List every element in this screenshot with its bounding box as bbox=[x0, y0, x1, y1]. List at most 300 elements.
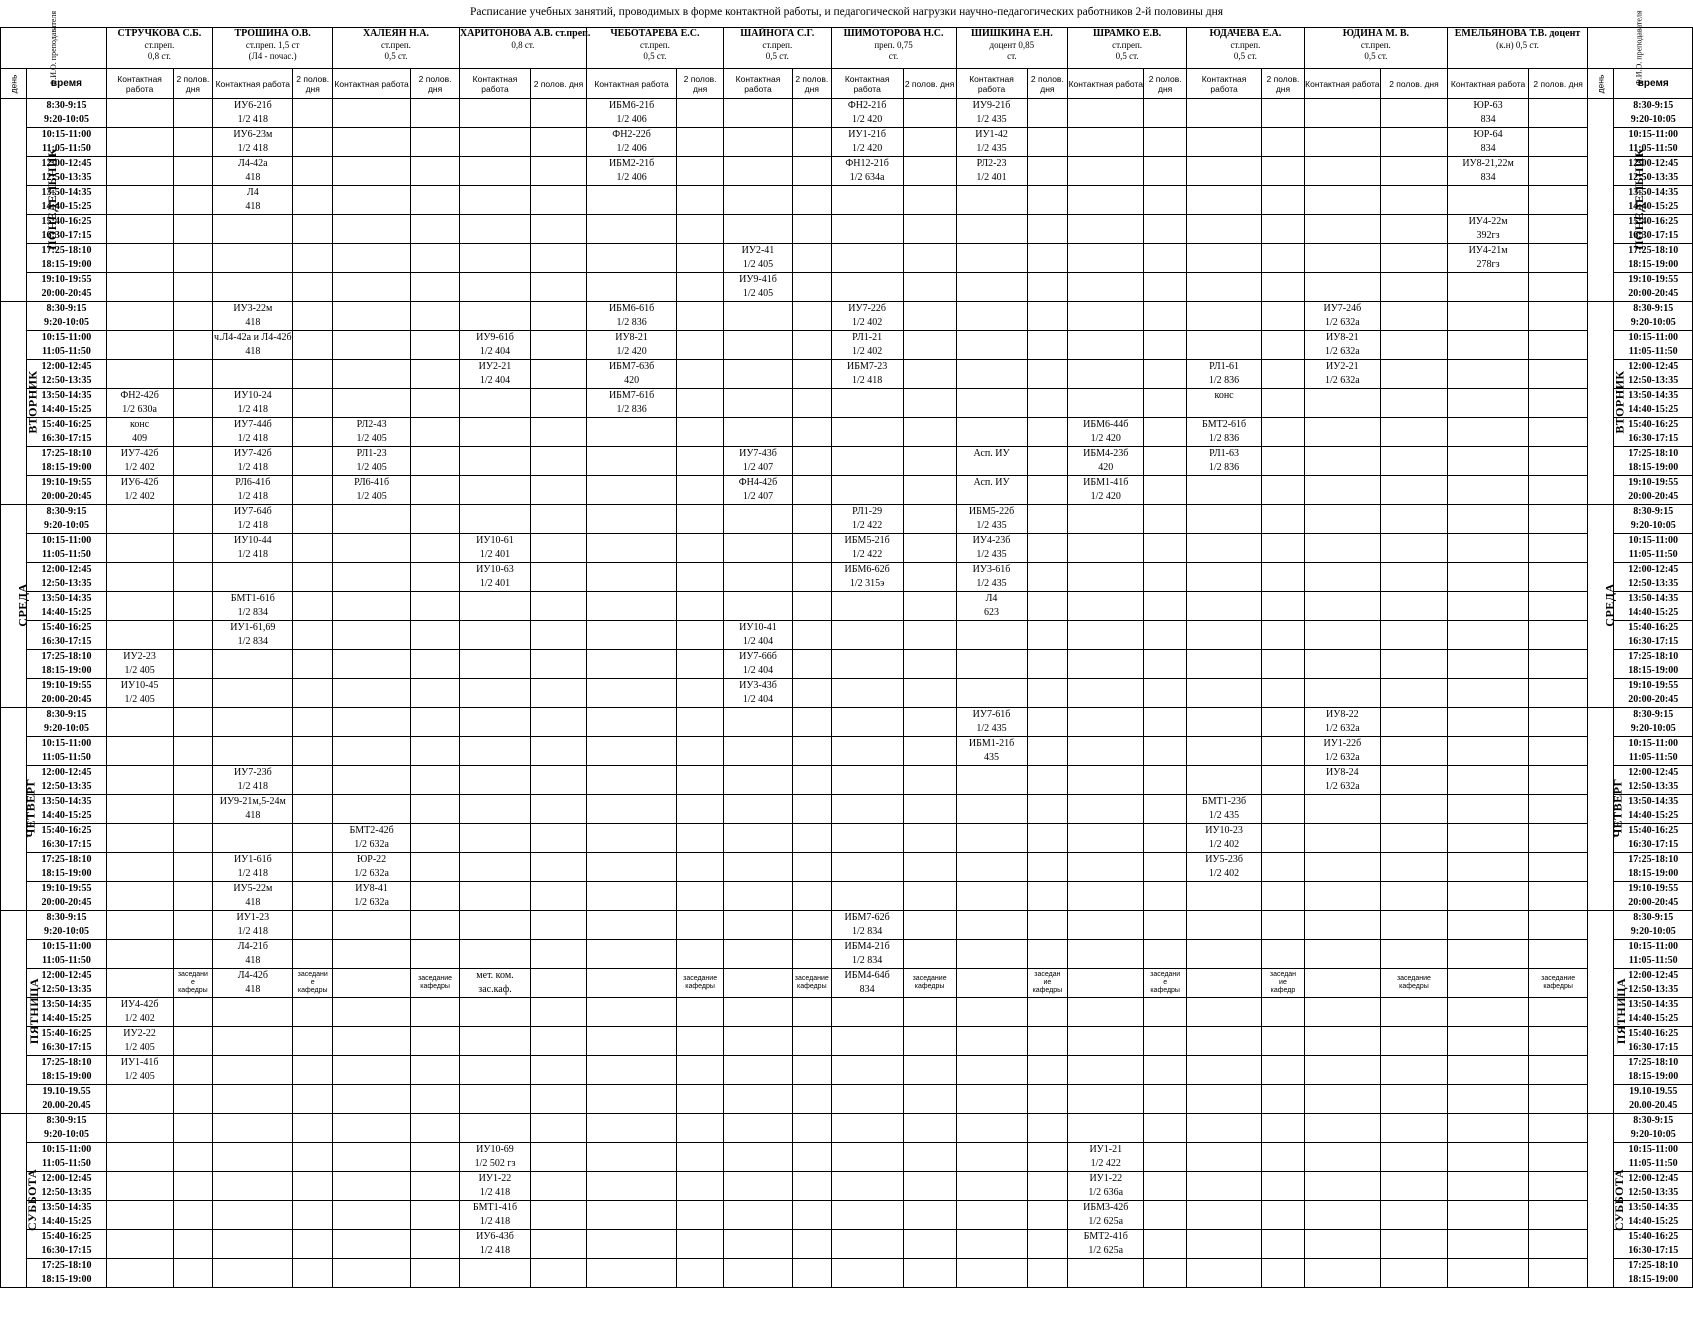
text: 12:50-13:35 bbox=[41, 781, 92, 792]
class-entry bbox=[213, 186, 293, 215]
text: 13:50-14:35 bbox=[1628, 1202, 1679, 1213]
half-day-cell bbox=[793, 737, 832, 766]
half-day-cell bbox=[1529, 650, 1588, 679]
half-day-cell bbox=[1529, 1085, 1588, 1114]
text: ИУ1-22 bbox=[1089, 1173, 1123, 1184]
half-day-cell bbox=[411, 215, 460, 244]
contact-work-cell bbox=[333, 1259, 411, 1288]
class-entry bbox=[956, 534, 1027, 563]
text: 11:05-11:50 bbox=[1628, 1158, 1678, 1169]
half-day-cell bbox=[1027, 679, 1068, 708]
contact-work-cell bbox=[586, 1056, 676, 1085]
contact-work-cell bbox=[106, 1085, 173, 1114]
half-day-cell bbox=[1262, 824, 1305, 853]
text: ИУ4-42б bbox=[120, 999, 159, 1010]
half-day-header bbox=[793, 69, 832, 99]
half-day-cell bbox=[173, 679, 213, 708]
text: 14:40-15:25 bbox=[41, 201, 92, 212]
text: ЮДАЧЕВА Е.А. bbox=[1209, 28, 1282, 39]
text: 1/2 632а bbox=[1325, 317, 1360, 328]
time-cell-right bbox=[1614, 766, 1693, 795]
half-day-cell bbox=[1380, 186, 1447, 215]
text: 12:50-13:35 bbox=[41, 1187, 92, 1198]
half-day-cell bbox=[1380, 882, 1447, 911]
contact-work-cell bbox=[213, 1259, 293, 1288]
text: 17:25-18:10 bbox=[41, 448, 92, 459]
time-cell bbox=[27, 476, 106, 505]
text: 20:00-20:45 bbox=[1628, 491, 1679, 502]
half-day-cell bbox=[1529, 157, 1588, 186]
text: 11:05-11:50 bbox=[42, 549, 91, 560]
contact-work-cell bbox=[1447, 969, 1528, 998]
contact-work-cell bbox=[106, 273, 173, 302]
contact-work-cell bbox=[586, 795, 676, 824]
time-cell-right bbox=[1614, 1114, 1693, 1143]
half-day-cell bbox=[793, 1230, 832, 1259]
half-day-cell bbox=[293, 476, 333, 505]
text: 834 bbox=[1480, 143, 1496, 154]
contact-work-cell bbox=[1447, 1230, 1528, 1259]
half-day-cell bbox=[903, 824, 956, 853]
day-name: ПЯТНИЦА bbox=[1614, 977, 1629, 1045]
contact-work-cell bbox=[1304, 1114, 1380, 1143]
text: 1/2 418 bbox=[237, 114, 268, 125]
day-name: ЧЕТВЕРГ bbox=[23, 778, 38, 838]
time-cell bbox=[27, 940, 106, 969]
half-day-cell bbox=[293, 389, 333, 418]
contact-work-cell bbox=[333, 302, 411, 331]
half-day-cell bbox=[793, 476, 832, 505]
half-day-cell bbox=[1380, 766, 1447, 795]
text: 2 полов. дня bbox=[1148, 73, 1182, 94]
class-entry bbox=[1447, 128, 1528, 157]
text: 19.10-19.55 bbox=[42, 1086, 91, 1097]
class-entry bbox=[1068, 447, 1144, 476]
department-meeting bbox=[1262, 969, 1305, 998]
time-slot-row bbox=[1, 737, 1693, 766]
contact-work-cell bbox=[723, 1230, 792, 1259]
text: БМТ1-41б bbox=[472, 1202, 518, 1213]
time-slot-row bbox=[1, 592, 1693, 621]
text: 1/2 418 bbox=[237, 143, 268, 154]
text: 12:00-12:45 bbox=[1628, 767, 1679, 778]
text: 20.00-20.45 bbox=[42, 1100, 91, 1111]
text: 17:25-18:10 bbox=[1628, 245, 1679, 256]
half-day-cell bbox=[677, 331, 724, 360]
time-cell-right bbox=[1614, 476, 1693, 505]
half-day-cell bbox=[173, 534, 213, 563]
half-day-cell bbox=[793, 679, 832, 708]
contact-work-cell bbox=[831, 795, 903, 824]
contact-work-cell bbox=[586, 882, 676, 911]
contact-work-cell bbox=[1447, 998, 1528, 1027]
day-label-right bbox=[1588, 708, 1625, 911]
half-day-cell bbox=[677, 795, 724, 824]
text: Асп. ИУ bbox=[973, 477, 1010, 488]
text: 1/2 634а bbox=[849, 172, 885, 183]
contact-work-cell bbox=[333, 1172, 411, 1201]
text: 17:25-18:10 bbox=[41, 245, 92, 256]
contact-work-cell bbox=[106, 99, 173, 128]
half-day-cell bbox=[1144, 1201, 1187, 1230]
text: 1/2 404 bbox=[479, 375, 511, 386]
time-slot-row bbox=[1, 505, 1693, 534]
text: ст.преп. bbox=[762, 40, 793, 50]
contact-work-cell bbox=[333, 998, 411, 1027]
half-day-cell bbox=[1144, 621, 1187, 650]
contact-work-cell bbox=[1068, 882, 1144, 911]
half-day-cell bbox=[1144, 302, 1187, 331]
half-day-cell bbox=[1380, 621, 1447, 650]
text: ИБМ2-21б bbox=[608, 158, 655, 169]
text: 8:30-9:15 bbox=[1633, 303, 1674, 314]
half-day-cell bbox=[1529, 331, 1588, 360]
half-day-cell bbox=[293, 1027, 333, 1056]
contact-work-cell bbox=[1304, 1172, 1380, 1201]
half-day-cell bbox=[1529, 244, 1588, 273]
time-cell-right bbox=[1614, 563, 1693, 592]
half-day-cell bbox=[1380, 99, 1447, 128]
time-slot-row bbox=[1, 998, 1693, 1027]
half-day-cell bbox=[1262, 1201, 1305, 1230]
half-day-cell bbox=[531, 447, 587, 476]
contact-work-cell bbox=[1304, 273, 1380, 302]
half-day-cell bbox=[677, 1056, 724, 1085]
day-name: СУББОТА bbox=[25, 1168, 40, 1231]
text: 1/2 405 bbox=[124, 1071, 155, 1082]
half-day-cell bbox=[793, 882, 832, 911]
contact-work-cell bbox=[956, 1114, 1027, 1143]
text: 1/2 405 bbox=[356, 491, 387, 502]
text: кафедры bbox=[178, 987, 208, 994]
half-day-cell bbox=[531, 998, 587, 1027]
half-day-cell bbox=[793, 911, 832, 940]
text: 8:30-9:15 bbox=[46, 912, 87, 923]
contact-work-cell bbox=[1068, 157, 1144, 186]
half-day-cell bbox=[1529, 534, 1588, 563]
half-day-cell bbox=[793, 1114, 832, 1143]
text: заседани bbox=[1150, 971, 1181, 978]
contact-work-cell bbox=[333, 1201, 411, 1230]
contact-work-cell bbox=[831, 1114, 903, 1143]
text: 12:50-13:35 bbox=[41, 578, 92, 589]
text: 15:40-16:25 bbox=[1628, 419, 1679, 430]
contact-work-cell bbox=[1447, 708, 1528, 737]
half-day-header bbox=[1144, 69, 1187, 99]
contact-work-cell bbox=[723, 157, 792, 186]
contact-work-cell bbox=[586, 679, 676, 708]
half-day-cell bbox=[1380, 157, 1447, 186]
text: ИБМ6-21б bbox=[608, 100, 655, 111]
half-day-cell bbox=[1380, 998, 1447, 1027]
class-entry bbox=[586, 302, 676, 331]
text: преп. 0,75 bbox=[874, 40, 913, 50]
time-slot-row bbox=[1, 1027, 1693, 1056]
contact-work-cell bbox=[459, 824, 530, 853]
half-day-cell bbox=[411, 447, 460, 476]
text: 15:40-16:25 bbox=[41, 1028, 92, 1039]
half-day-cell bbox=[1144, 708, 1187, 737]
text: ие bbox=[1043, 979, 1052, 986]
time-slot-row bbox=[1, 795, 1693, 824]
text: 11:05-11:50 bbox=[1628, 346, 1678, 357]
half-day-cell bbox=[677, 911, 724, 940]
half-day-cell bbox=[793, 795, 832, 824]
half-day-cell bbox=[293, 766, 333, 795]
half-day-cell bbox=[677, 998, 724, 1027]
text: ИУ7-23б bbox=[233, 767, 272, 778]
contact-work-cell bbox=[1447, 505, 1528, 534]
class-entry bbox=[106, 1027, 173, 1056]
text: 14:40-15:25 bbox=[1628, 810, 1679, 821]
text: 420 bbox=[624, 375, 640, 386]
contact-work-cell bbox=[1186, 1259, 1261, 1288]
text: е bbox=[190, 979, 195, 986]
half-day-cell bbox=[903, 1259, 956, 1288]
contact-work-cell bbox=[586, 1114, 676, 1143]
text: ИУ8-21 bbox=[615, 332, 648, 343]
text: 1/2 418 bbox=[237, 462, 268, 473]
text: 12:50-13:35 bbox=[1628, 172, 1679, 183]
half-day-cell bbox=[1144, 592, 1187, 621]
contact-work-cell bbox=[1186, 882, 1261, 911]
half-day-cell bbox=[1529, 824, 1588, 853]
contact-work-cell bbox=[586, 1143, 676, 1172]
text: ИУ10-63 bbox=[476, 564, 514, 575]
class-entry bbox=[1068, 1230, 1144, 1259]
half-day-cell bbox=[293, 1114, 333, 1143]
time-header bbox=[27, 69, 106, 99]
contact-work-cell bbox=[1068, 331, 1144, 360]
text: 15:40-16:25 bbox=[41, 216, 92, 227]
text: 16:30-17:15 bbox=[1628, 1245, 1679, 1256]
contact-work-cell bbox=[586, 708, 676, 737]
contact-work-cell bbox=[956, 302, 1027, 331]
half-day-cell bbox=[411, 244, 460, 273]
text: 8:30-9:15 bbox=[1633, 709, 1674, 720]
text: конс bbox=[1214, 390, 1234, 401]
half-day-cell bbox=[1380, 1259, 1447, 1288]
text: ЮР-64 bbox=[1473, 129, 1503, 140]
class-entry bbox=[723, 650, 792, 679]
contact-work-cell bbox=[459, 795, 530, 824]
text: 2 полов. дня bbox=[1266, 73, 1300, 94]
contact-work-cell bbox=[723, 534, 792, 563]
time-cell-right bbox=[1614, 1056, 1693, 1085]
day-name: ПОНЕДЕЛЬНИК bbox=[44, 148, 59, 250]
contact-work-cell bbox=[1186, 128, 1261, 157]
time-cell bbox=[27, 157, 106, 186]
text: 12:00-12:45 bbox=[1628, 1173, 1679, 1184]
text: 9:20-10:05 bbox=[1630, 723, 1676, 734]
half-day-cell bbox=[1144, 99, 1187, 128]
text: 18:15-19:00 bbox=[41, 868, 92, 879]
half-day-cell bbox=[293, 534, 333, 563]
contact-work-cell bbox=[586, 766, 676, 795]
contact-work-cell bbox=[106, 969, 173, 998]
text: 18:15-19:00 bbox=[1628, 1071, 1679, 1082]
text: 0,5 ст. bbox=[1115, 51, 1139, 61]
half-day-cell bbox=[293, 737, 333, 766]
time-cell-right bbox=[1614, 679, 1693, 708]
text: 14:40-15:25 bbox=[41, 1216, 92, 1227]
class-entry bbox=[459, 331, 530, 360]
half-day-cell bbox=[1027, 534, 1068, 563]
half-day-cell bbox=[1529, 505, 1588, 534]
time-cell bbox=[27, 650, 106, 679]
contact-work-cell bbox=[459, 1027, 530, 1056]
class-entry bbox=[956, 99, 1027, 128]
day-name: ВТОРНИК bbox=[1612, 370, 1627, 434]
text: ИУ1-23 bbox=[236, 912, 270, 923]
contact-work-cell bbox=[459, 1085, 530, 1114]
text: 17:25-18:10 bbox=[41, 854, 92, 865]
text: ИУ9-41б bbox=[739, 274, 777, 285]
text: 18:15-19:00 bbox=[41, 665, 92, 676]
half-day-cell bbox=[1380, 1114, 1447, 1143]
contact-work-cell bbox=[213, 679, 293, 708]
text: 1/2 632а bbox=[354, 897, 389, 908]
half-day-cell bbox=[903, 1027, 956, 1056]
half-day-cell bbox=[173, 1172, 213, 1201]
half-day-cell bbox=[531, 302, 587, 331]
half-day-cell bbox=[173, 853, 213, 882]
text: кафедры bbox=[685, 983, 715, 990]
contact-work-cell bbox=[1068, 534, 1144, 563]
time-slot-row bbox=[1, 824, 1693, 853]
text: РЛ1-23 bbox=[356, 448, 387, 459]
text: 9:20-10:05 bbox=[43, 1129, 89, 1140]
half-day-cell bbox=[531, 766, 587, 795]
half-day-cell bbox=[677, 882, 724, 911]
contact-work-cell bbox=[1304, 128, 1380, 157]
contact-work-cell bbox=[956, 244, 1027, 273]
contact-work-cell bbox=[459, 1056, 530, 1085]
text: 8:30-9:15 bbox=[1633, 1115, 1674, 1126]
text: 12:00-12:45 bbox=[41, 564, 92, 575]
text: 18:15-19:00 bbox=[1628, 1274, 1679, 1285]
half-day-cell bbox=[903, 418, 956, 447]
text: 20:00-20:45 bbox=[1628, 288, 1679, 299]
text: 12:50-13:35 bbox=[41, 984, 92, 995]
text: 2 полов. дня bbox=[533, 78, 584, 89]
half-day-cell bbox=[1262, 389, 1305, 418]
half-day-cell bbox=[411, 1143, 460, 1172]
half-day-cell bbox=[1262, 186, 1305, 215]
half-day-cell bbox=[1262, 273, 1305, 302]
half-day-cell bbox=[1262, 708, 1305, 737]
contact-work-cell bbox=[459, 882, 530, 911]
half-day-cell bbox=[677, 99, 724, 128]
half-day-cell bbox=[293, 1056, 333, 1085]
contact-work-cell bbox=[459, 447, 530, 476]
text: 1/2 405 bbox=[124, 1042, 155, 1053]
contact-work-cell bbox=[459, 853, 530, 882]
half-day-cell bbox=[793, 708, 832, 737]
text: ч.Л4-42а и Л4-42б bbox=[213, 332, 292, 343]
half-day-cell bbox=[1380, 302, 1447, 331]
half-day-cell bbox=[1027, 824, 1068, 853]
contact-work-cell bbox=[1304, 1027, 1380, 1056]
text: ИУ9-21м,5-24м bbox=[219, 796, 286, 807]
contact-work-cell bbox=[333, 592, 411, 621]
contact-work-cell bbox=[1304, 1230, 1380, 1259]
text: 16:30-17:15 bbox=[1628, 636, 1679, 647]
contact-work-cell bbox=[956, 1056, 1027, 1085]
day-label-right bbox=[1588, 99, 1647, 302]
text: 1/2 418 bbox=[237, 520, 268, 531]
contact-work-cell bbox=[723, 1143, 792, 1172]
half-day-cell bbox=[531, 1230, 587, 1259]
contact-work-cell bbox=[106, 186, 173, 215]
contact-work-cell bbox=[586, 824, 676, 853]
text: 1/2 402 bbox=[1208, 839, 1240, 850]
half-day-cell bbox=[1144, 1143, 1187, 1172]
header-row-teachers bbox=[1, 28, 1693, 69]
half-day-cell bbox=[793, 1259, 832, 1288]
contact-work-cell bbox=[1186, 1172, 1261, 1201]
time-cell-right bbox=[1614, 534, 1693, 563]
class-entry bbox=[956, 592, 1027, 621]
half-day-cell bbox=[293, 1230, 333, 1259]
contact-work-cell bbox=[723, 215, 792, 244]
half-day-cell bbox=[411, 882, 460, 911]
text: 2 полов. дня bbox=[1533, 78, 1583, 89]
contact-work-cell bbox=[956, 389, 1027, 418]
contact-work-cell bbox=[1304, 621, 1380, 650]
department-meeting bbox=[793, 969, 832, 998]
text: заседание bbox=[1541, 975, 1576, 982]
contact-work-cell bbox=[1447, 650, 1528, 679]
half-day-cell bbox=[411, 389, 460, 418]
contact-work-cell bbox=[1186, 969, 1261, 998]
contact-work-cell bbox=[723, 186, 792, 215]
class-entry bbox=[831, 911, 903, 940]
text: 1/2 420 bbox=[852, 114, 883, 125]
text: 12:00-12:45 bbox=[1628, 158, 1679, 169]
contact-work-cell bbox=[1304, 969, 1380, 998]
half-day-cell bbox=[173, 1056, 213, 1085]
half-day-cell bbox=[793, 302, 832, 331]
contact-work-cell bbox=[1447, 360, 1528, 389]
class-entry bbox=[1447, 157, 1528, 186]
contact-work-cell bbox=[956, 882, 1027, 911]
time-cell-right bbox=[1614, 157, 1693, 186]
text: Контактная работа bbox=[1201, 73, 1247, 94]
contact-work-cell bbox=[459, 215, 530, 244]
half-day-cell bbox=[531, 621, 587, 650]
contact-work-cell bbox=[213, 824, 293, 853]
half-day-cell bbox=[793, 505, 832, 534]
half-day-header bbox=[411, 69, 460, 99]
corner-label-text: Ф.И.О. преподавателя bbox=[48, 10, 58, 86]
half-day-cell bbox=[1262, 911, 1305, 940]
half-day-cell bbox=[1144, 244, 1187, 273]
text: 14:40-15:25 bbox=[1628, 201, 1679, 212]
half-day-cell bbox=[173, 215, 213, 244]
half-day-cell bbox=[1262, 1172, 1305, 1201]
contact-work-cell bbox=[1304, 824, 1380, 853]
text: 1/2 406 bbox=[616, 172, 647, 183]
half-day-cell bbox=[173, 737, 213, 766]
text: 418 bbox=[245, 984, 261, 995]
half-day-cell bbox=[903, 679, 956, 708]
half-day-header bbox=[1262, 69, 1305, 99]
time-cell bbox=[27, 882, 106, 911]
half-day-cell bbox=[1262, 302, 1305, 331]
contact-work-cell bbox=[831, 1201, 903, 1230]
day-name: СРЕДА bbox=[15, 583, 30, 627]
